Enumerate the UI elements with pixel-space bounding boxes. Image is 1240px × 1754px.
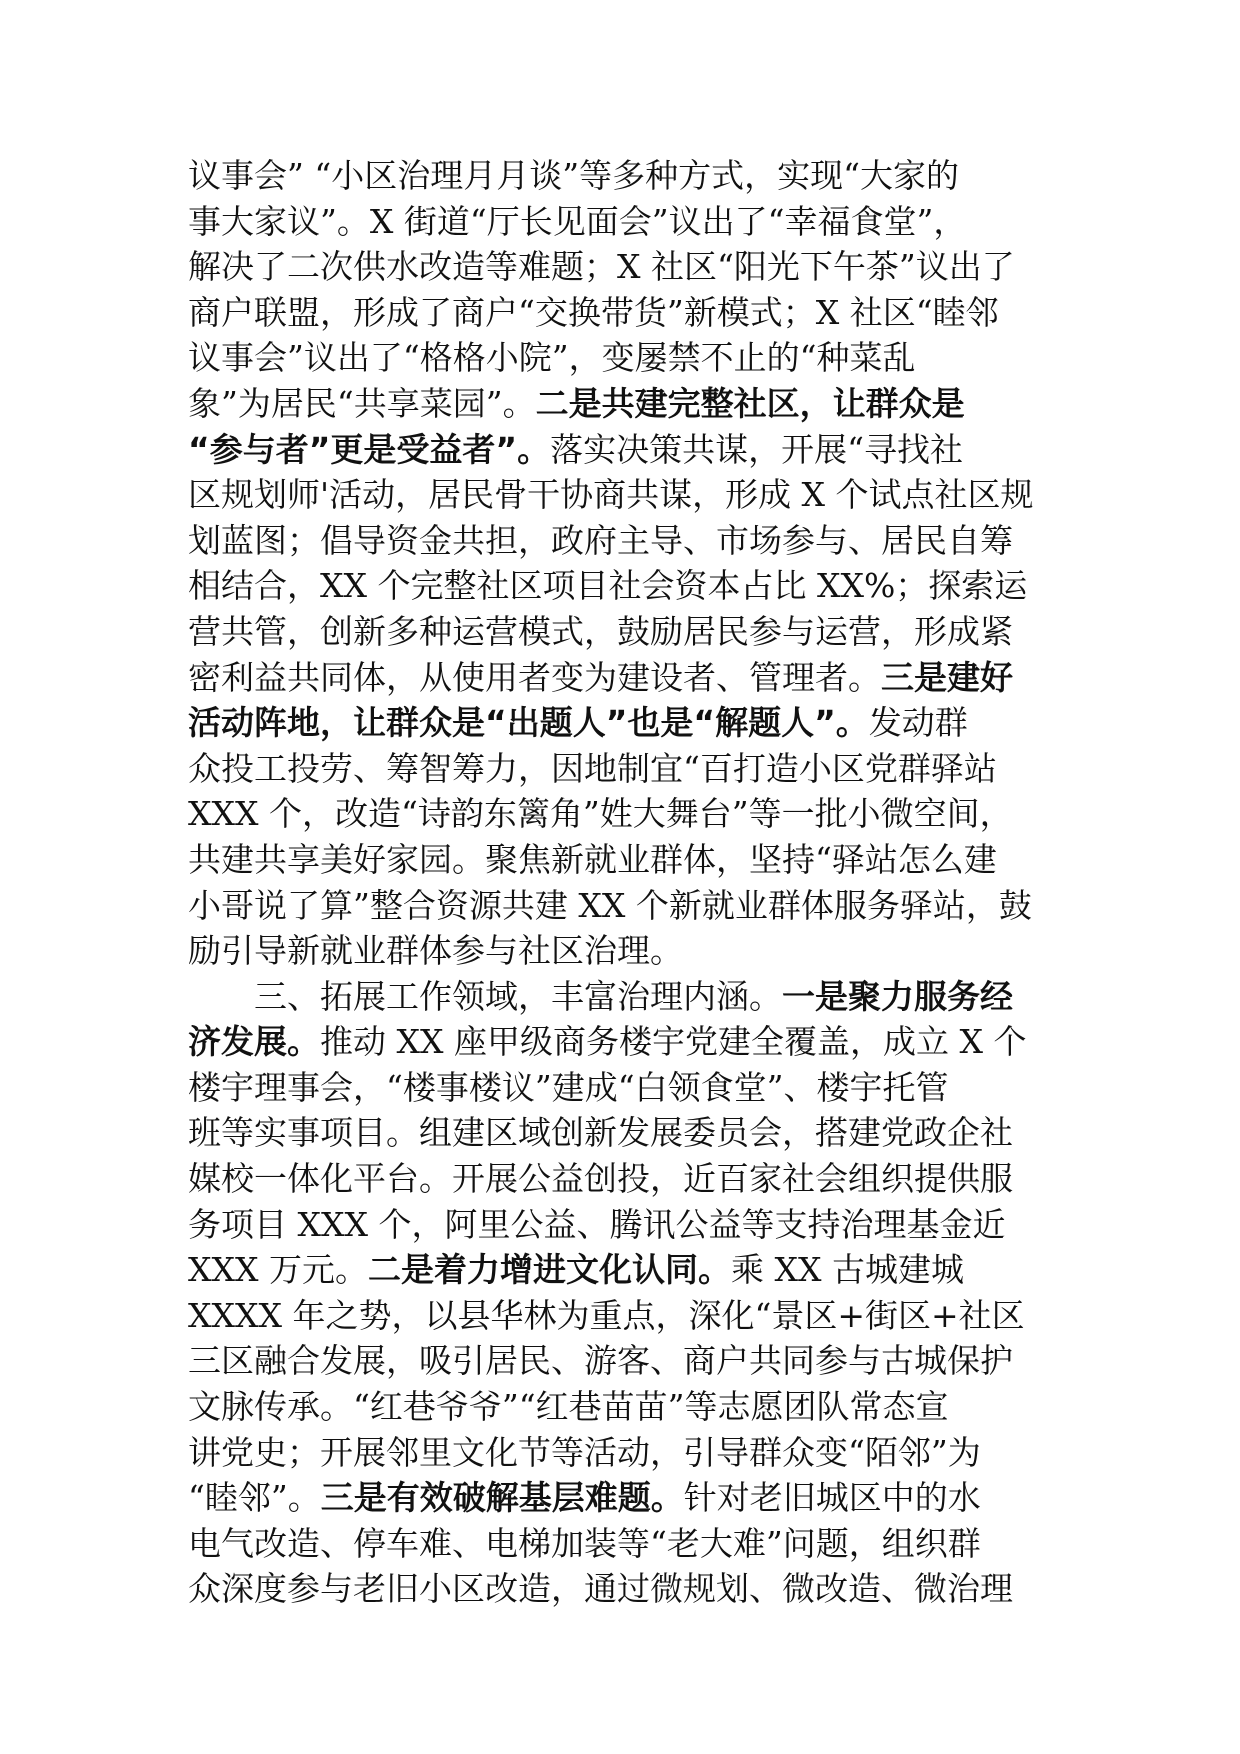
text-segment: 讲党史；开展邻里文化节等活动，引导群众变“陌邻”为	[188, 1432, 981, 1472]
bold-text-segment: 活动阵地，让群众是“出题人”也是“解题人”。	[188, 703, 869, 743]
text-segment: 乘 XX 古城建城	[730, 1250, 964, 1290]
text-line	[188, 791, 1068, 837]
text-segment: 推动 XX 座甲级商务楼宇党建全覆盖，成立 X 个	[320, 1022, 1027, 1062]
text-line	[188, 1065, 1068, 1111]
text-segment: 众深度参与老旧小区改造，通过微规划、微改造、微治理	[188, 1569, 1013, 1609]
text-segment: 密利益共同体，从使用者变为建设者、管理者。	[188, 657, 881, 697]
bold-text-segment: 二是共建完整社区，让群众是	[535, 383, 965, 423]
text-line	[188, 1430, 1068, 1476]
text-segment: 事大家议”。X 街道“厅长见面会”议出了“幸福食堂”，	[188, 201, 967, 241]
text-line	[188, 472, 1068, 518]
text-line	[188, 1521, 1068, 1567]
text-line	[188, 1156, 1068, 1202]
text-segment: XXX 个，改造“诗韵东篱角”姓大舞台”等一批小微空间，	[188, 794, 1013, 834]
text-segment: 发动群	[868, 703, 968, 743]
text-line	[188, 518, 1068, 564]
bold-text-segment: 三是有效破解基层难题。	[320, 1478, 684, 1518]
text-line	[188, 928, 1068, 974]
text-segment: 班等实事项目。组建区域创新发展委员会，搭建党政企社	[188, 1113, 1013, 1153]
text-line	[188, 153, 1068, 199]
text-segment: XXX 万元。	[188, 1250, 368, 1290]
text-line	[188, 1338, 1068, 1384]
text-line	[188, 883, 1068, 929]
text-segment: 解决了二次供水改造等难题；X 社区“阳光下午茶”议出了	[188, 247, 1015, 287]
text-segment: 划蓝图；倡导资金共担，政府主导、市场参与、居民自筹	[188, 520, 1013, 560]
text-segment: “睦邻”。	[188, 1478, 321, 1518]
text-line	[188, 290, 1068, 336]
text-segment: 区规划师'活动，居民骨干协商共谋，形成 X 个试点社区规	[188, 475, 1034, 515]
text-line	[188, 1110, 1068, 1156]
text-segment: 媒校一体化平台。开展公益创投，近百家社会组织提供服	[188, 1159, 1013, 1199]
bold-text-segment: “参与者”更是受益者”。	[188, 429, 551, 469]
body-text	[188, 153, 1068, 1612]
text-segment: 商户联盟，形成了商户“交换带货”新模式；X 社区“睦邻	[188, 292, 999, 332]
text-segment: 三、拓展工作领域，丰富治理内涵。	[254, 976, 782, 1016]
text-segment: XXXX 年之势，以县华林为重点，深化“景区+街区+社区	[188, 1295, 1025, 1335]
text-line	[188, 1566, 1068, 1612]
text-segment: 共建共享美好家园。聚焦新就业群体，坚持“驿站怎么建	[188, 839, 997, 879]
text-line	[188, 1247, 1068, 1293]
text-line	[188, 244, 1068, 290]
text-line	[188, 427, 1068, 473]
text-segment: 三区融合发展，吸引居民、游客、商户共同参与古城保护	[188, 1341, 1013, 1381]
text-line	[188, 609, 1068, 655]
text-segment: 议事会” “小区治理月月谈”等多种方式，实现“大家的	[188, 156, 959, 195]
text-line	[188, 974, 1068, 1020]
text-line	[188, 1384, 1068, 1430]
text-segment: 电气改造、停车难、电梯加装等“老大难”问题，组织群	[188, 1523, 981, 1563]
text-segment: 楼宇理事会，“楼事楼议”建成“白领食堂”、楼宇托管	[188, 1067, 949, 1107]
text-segment: 励引导新就业群体参与社区治理。	[188, 931, 683, 971]
text-line	[188, 1293, 1068, 1339]
bold-text-segment: 一是聚力服务经	[782, 976, 1013, 1016]
text-segment: 营共管，创新多种运营模式，鼓励居民参与运营，形成紧	[188, 611, 1013, 651]
text-segment: 议事会”议出了“格格小院”，变屡禁不止的“种菜乱	[188, 338, 916, 378]
text-segment: 众投工投劳、筹智筹力，因地制宜“百打造小区党群驿站	[188, 748, 997, 788]
text-segment: 象”为居民“共享菜园”。	[188, 383, 536, 423]
text-line	[188, 655, 1068, 701]
bold-text-segment: 三是建好	[881, 657, 1013, 697]
text-line	[188, 1019, 1068, 1065]
text-line	[188, 1202, 1068, 1248]
text-segment: 文脉传承。“红巷爷爷”“红巷苗苗”等志愿团队常态宣	[188, 1387, 949, 1427]
text-line	[188, 335, 1068, 381]
text-segment: 务项目 XXX 个，阿里公益、腾讯公益等支持治理基金近	[188, 1204, 1006, 1244]
text-segment: 落实决策共谋，开展“寻找社	[550, 429, 963, 469]
bold-text-segment: 济发展。	[188, 1022, 320, 1062]
text-line	[188, 563, 1068, 609]
text-line	[188, 700, 1068, 746]
text-segment: 针对老旧城区中的水	[683, 1478, 981, 1518]
text-line	[188, 746, 1068, 792]
text-line	[188, 837, 1068, 883]
bold-text-segment: 二是着力增进文化认同。	[367, 1250, 731, 1290]
text-line	[188, 1475, 1068, 1521]
text-segment: 小哥说了算”整合资源共建 XX 个新就业群体服务驿站，鼓	[188, 885, 1032, 925]
text-line	[188, 381, 1068, 427]
text-segment: 相结合，XX 个完整社区项目社会资本占比 XX%；探索运	[188, 566, 1028, 606]
text-line	[188, 199, 1068, 245]
